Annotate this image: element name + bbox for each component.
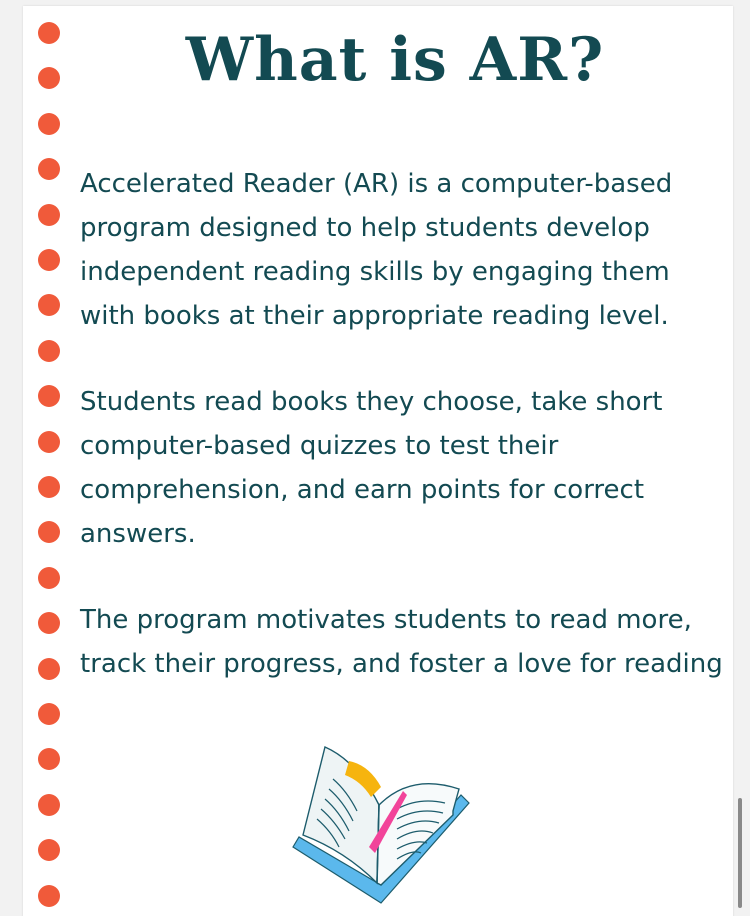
decorative-dot	[38, 476, 60, 498]
scrollbar[interactable]	[738, 798, 742, 908]
decorative-dot	[38, 294, 60, 316]
decorative-dot	[38, 885, 60, 907]
decorative-dot	[38, 521, 60, 543]
paragraph-intro: Accelerated Reader (AR) is a computer-based program designed to help students develop independent reading skills by engaging them with books at their appropriate reading level.	[80, 169, 673, 331]
decorative-dot	[38, 567, 60, 589]
decorative-dot	[38, 748, 60, 770]
page-title: What is AR?	[185, 25, 605, 95]
decorative-dot	[38, 340, 60, 362]
decorative-dot	[38, 431, 60, 453]
decorative-dot	[38, 385, 60, 407]
decorative-dot	[38, 22, 60, 44]
open-book-svg	[285, 735, 475, 910]
decorative-dot	[38, 67, 60, 89]
paragraph-benefits: The program motivates students to read more, track their progress, and foster a love for reading	[80, 605, 723, 679]
decorative-dot	[38, 658, 60, 680]
open-book-icon	[285, 735, 475, 910]
decorative-dot	[38, 794, 60, 816]
decorative-dot	[38, 158, 60, 180]
decorative-dot	[38, 839, 60, 861]
decorative-dot	[38, 249, 60, 271]
decorative-dot	[38, 612, 60, 634]
decorative-dot	[38, 204, 60, 226]
paragraph-how-it-works: Students read books they choose, take short computer-based quizzes to test their comprehension, and earn points for correct answers.	[80, 387, 663, 549]
decorative-dot	[38, 703, 60, 725]
dot-border	[38, 22, 62, 916]
decorative-dot	[38, 113, 60, 135]
